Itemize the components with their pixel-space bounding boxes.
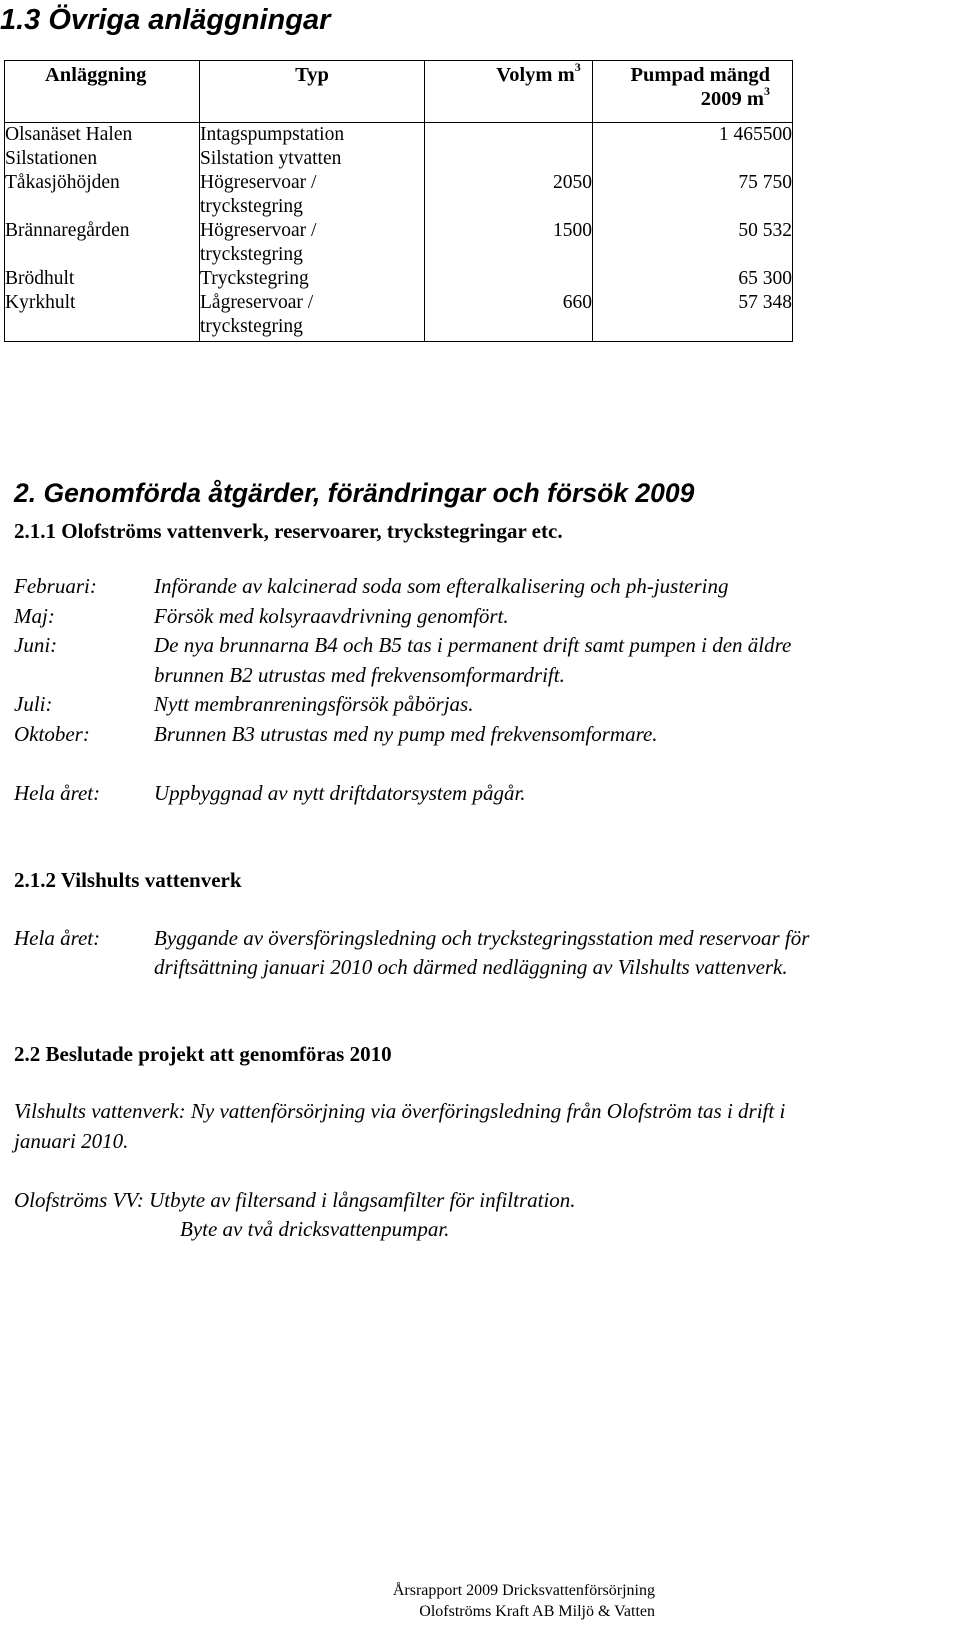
cell-pumped: 65 300 [593, 267, 793, 291]
project-para1-line2: januari 2010. [14, 1129, 129, 1153]
entry-label-juli: Juli: [14, 692, 53, 716]
footer-line1: Årsrapport 2009 Dricksvattenförsörjning [392, 1582, 655, 1599]
entry-label-februari: Februari: [14, 574, 97, 598]
cell-type: Högreservoar / tryckstegring [200, 219, 425, 267]
cell-volume [425, 267, 593, 291]
cell-volume [425, 123, 593, 148]
page-footer [393, 1580, 655, 1622]
vilshults-label: Hela året: [14, 926, 101, 950]
entry-text-juli: Nytt membranreningsförsök påbörjas. [154, 692, 474, 716]
entry-label-oktober: Oktober: [14, 722, 90, 746]
entry-text-oktober: Brunnen B3 utrustas med ny pump med frekvensomformare. [154, 722, 658, 746]
cell-volume: 2050 [425, 171, 593, 219]
entry-text-maj: Försök med kolsyraavdrivning genomfört. [154, 604, 509, 628]
header-volym: Volym $m^3$ [425, 61, 593, 123]
cell-name: Tåkasjöhöjden [5, 171, 200, 219]
cell-name: Brödhult [5, 267, 200, 291]
cell-type: Tryckstegring [200, 267, 425, 291]
table-row [5, 171, 793, 219]
header-pumpad: Pumpad mängd 2009 $m^3$ [593, 61, 793, 123]
entry-label-hela-aret: Hela året: [14, 781, 101, 805]
entry-text-juni-line1: De nya brunnarna B4 och B5 tas i permanent drift samt pumpen i den äldre [154, 633, 792, 657]
cell-type: Lågreservoar / tryckstegring [200, 291, 425, 342]
entry-label-maj: Maj: [14, 604, 55, 628]
cell-type: Silstation ytvatten [200, 147, 425, 171]
section-title-1-3: 1.3 Övriga anläggningar [0, 4, 331, 36]
cell-name: Brännaregården [5, 219, 200, 267]
table-row [5, 147, 793, 171]
header-typ: Typ [200, 61, 425, 123]
table-row [5, 123, 793, 148]
entry-text-februari: Införande av kalcinerad soda som efteralkalisering och ph-justering [154, 574, 729, 598]
entry-label-juni: Juni: [14, 633, 58, 657]
header-anlaggning: Anläggning [5, 61, 200, 123]
cell-pumped: 1 465500 [593, 123, 793, 148]
vilshults-text-line2: driftsättning januari 2010 och därmed nedläggning av Vilshults vattenverk. [154, 955, 788, 979]
cell-type: Intagspumpstation [200, 123, 425, 148]
entry-text-juni-line2: brunnen B2 utrustas med frekvensomformardrift. [154, 663, 565, 687]
cell-name: Silstationen [5, 147, 200, 171]
table-row [5, 267, 793, 291]
table-row [5, 291, 793, 342]
table-row [5, 219, 793, 267]
facilities-table [4, 60, 793, 342]
cell-volume: 1500 [425, 219, 593, 267]
cell-pumped [593, 147, 793, 171]
cell-pumped: 50 532 [593, 219, 793, 267]
cell-pumped: 57 348 [593, 291, 793, 342]
section-title-2-1-2: 2.1.2 Vilshults vattenverk [14, 868, 242, 892]
footer-line2: Olofströms Kraft AB Miljö & Vatten [419, 1603, 655, 1620]
entry-text-hela-aret: Uppbyggnad av nytt driftdatorsystem pågår. [154, 781, 526, 805]
cell-name: Olsanäset Halen [5, 123, 200, 148]
project-para2-line1: Olofströms VV: Utbyte av filtersand i långsamfilter för infiltration. [14, 1188, 576, 1212]
section-title-2: 2. Genomförda åtgärder, förändringar och försök 2009 [14, 478, 695, 508]
project-para2-line2: Byte av två dricksvattenpumpar. [180, 1217, 450, 1241]
project-para1-line1: Vilshults vattenverk: Ny vattenförsörjning via överföringsledning från Olofström tas i drift i [14, 1099, 786, 1123]
cell-volume: 660 [425, 291, 593, 342]
cell-name: Kyrkhult [5, 291, 200, 342]
cell-volume [425, 147, 593, 171]
section-title-2-2: 2.2 Beslutade projekt att genomföras 2010 [14, 1042, 392, 1066]
table-header-row [5, 61, 793, 123]
cell-pumped: 75 750 [593, 171, 793, 219]
cell-type: Högreservoar / tryckstegring [200, 171, 425, 219]
section-title-2-1-1: 2.1.1 Olofströms vattenverk, reservoarer, tryckstegringar etc. [14, 519, 563, 543]
vilshults-text-line1: Byggande av översföringsledning och tryckstegringsstation med reservoar för [154, 926, 810, 950]
